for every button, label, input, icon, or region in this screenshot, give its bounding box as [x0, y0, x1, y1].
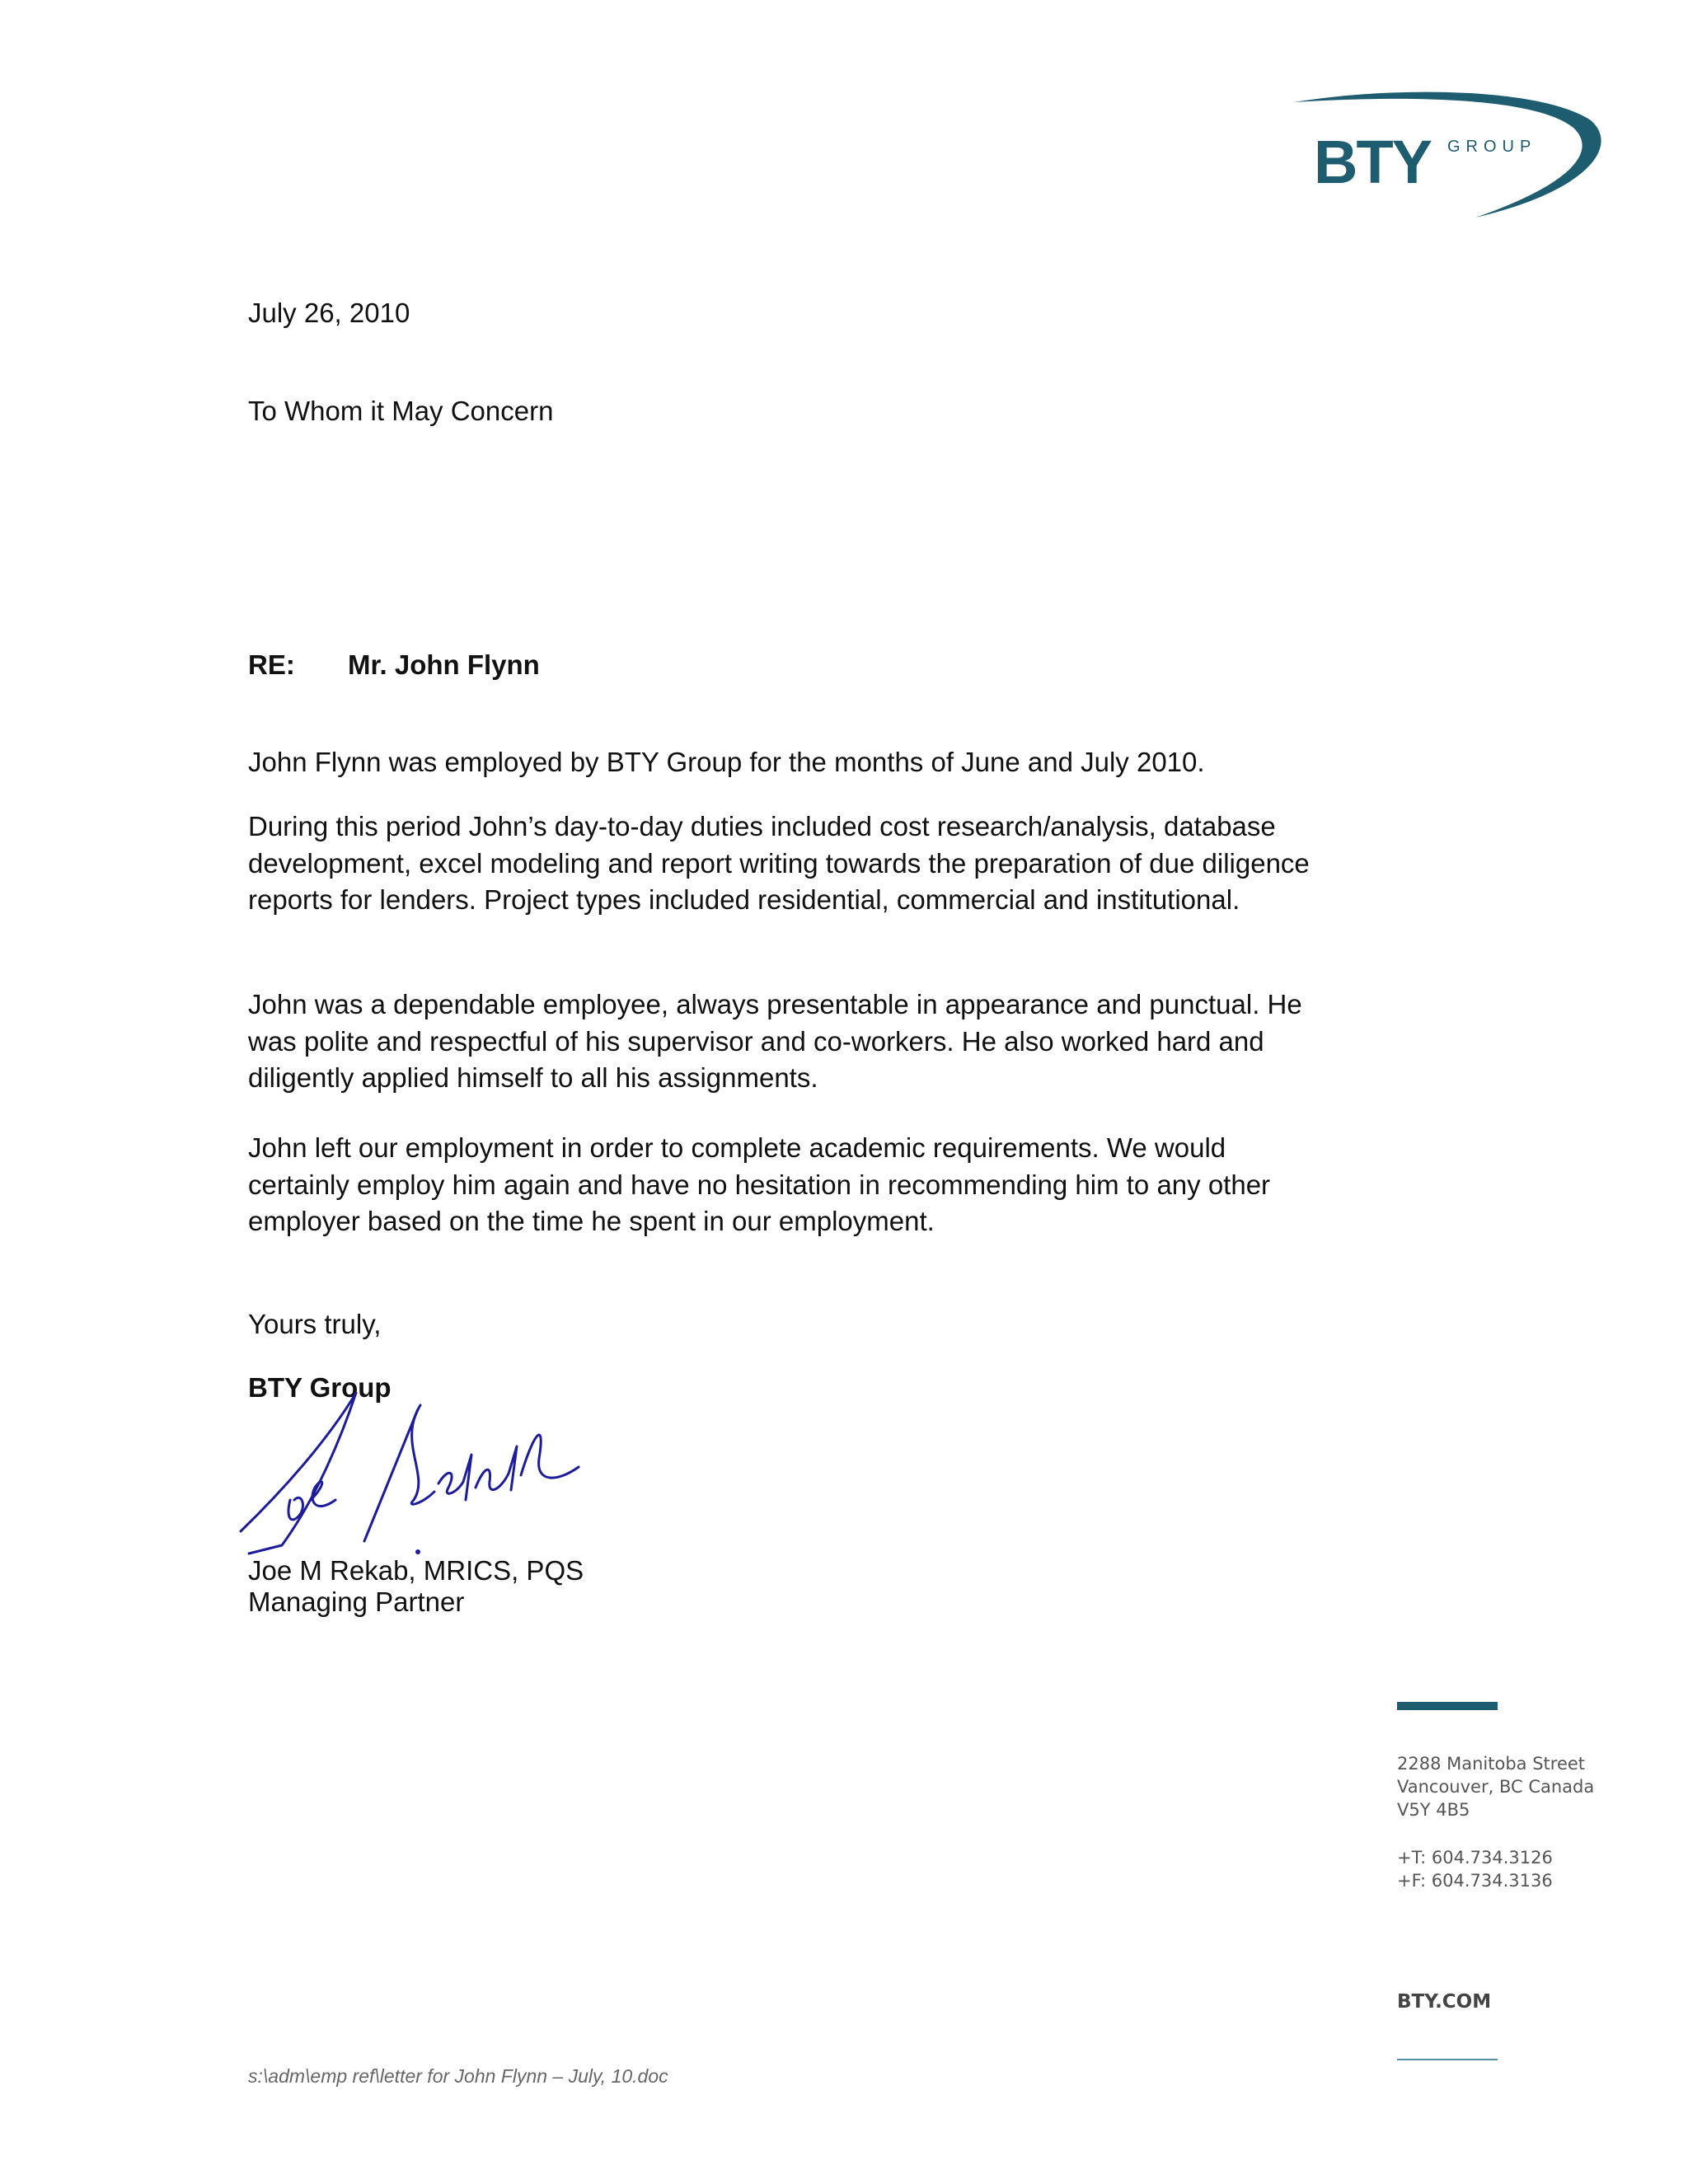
address-line-2: Vancouver, BC Canada: [1397, 1777, 1595, 1797]
company-name: BTY Group: [248, 1372, 392, 1403]
logo-group-text: GROUP: [1447, 138, 1537, 156]
letter-date: July 26, 2010: [248, 298, 410, 328]
address-line-3: V5Y 4B5: [1397, 1800, 1470, 1820]
logo-letters: BTY: [1314, 128, 1431, 196]
footer-accent-bar: [1397, 1702, 1498, 1710]
paragraph-character: John was a dependable employee, always presentable in appearance and punctual. He was polite and respectful of his supervisor and co-workers. He also worked hard and diligently applied himself to all his assignments.: [248, 989, 1302, 1093]
paragraph-duties: During this period John’s day-to-day duties included cost research/analysis, database development, excel modeling and report writing towards the preparation of due diligence reports for lenders. Project types included residential, commercial and institutional.: [248, 811, 1310, 915]
fax-number: +F: 604.734.3136: [1397, 1871, 1553, 1891]
bty-group-logo: [1294, 87, 1607, 223]
closing: Yours truly,: [248, 1309, 382, 1339]
phone-number: +T: 604.734.3126: [1397, 1848, 1553, 1868]
signer-name: Joe M Rekab, MRICS, PQS: [248, 1555, 584, 1586]
paragraph-employment: John Flynn was employed by BTY Group for the months of June and July 2010.: [248, 747, 1205, 777]
re-label: RE:: [248, 649, 295, 680]
footer-divider: [1397, 2059, 1498, 2060]
website-link[interactable]: BTY.COM: [1397, 1991, 1492, 2013]
salutation: To Whom it May Concern: [248, 396, 554, 426]
re-name: Mr. John Flynn: [348, 649, 540, 680]
file-path: s:\adm\emp ref\letter for John Flynn – July, 10.doc: [248, 2065, 668, 2087]
paragraph-recommendation: John left our employment in order to complete academic requirements. We would certainly employ him again and have no hesitation in recommending him to any other employer based on the time he spent in our employment.: [248, 1132, 1271, 1236]
address-line-1: 2288 Manitoba Street: [1397, 1754, 1586, 1774]
handwritten-signature: [232, 1385, 595, 1558]
signer-title: Managing Partner: [248, 1586, 465, 1617]
